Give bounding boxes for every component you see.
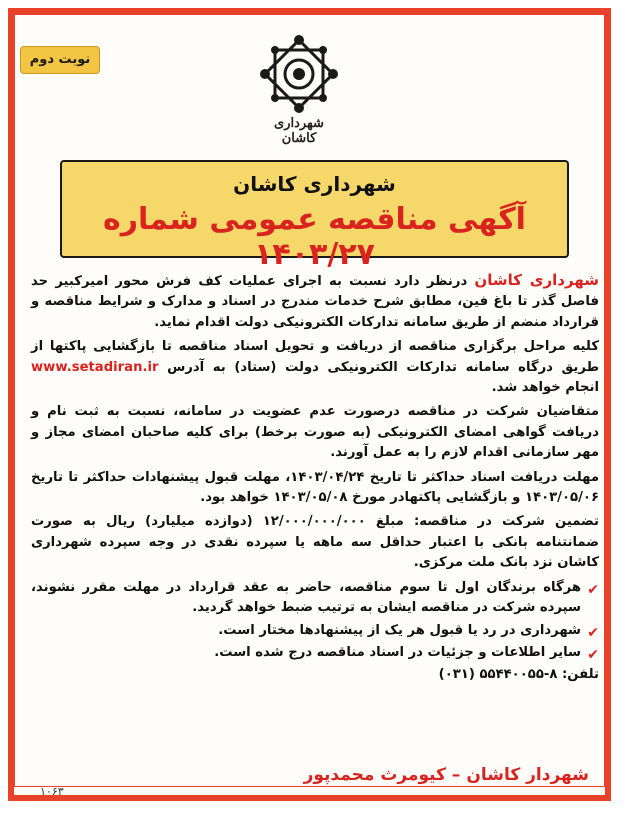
setad-link[interactable]: www.setadiran.ir xyxy=(31,359,159,375)
paragraph-guarantee: تضمین شرکت در مناقصه: مبلغ ۱۲/۰۰۰/۰۰۰/۰۰۰ (دوازده میلیارد) ریال به صورت ضمانتنامه بانکی با اعتبار حداقل سه ماهه یا سپرده نقدی در وجه سپرده شهرداری کاشان نزد بانک ملت مرکزی. xyxy=(31,514,600,571)
conditions-list xyxy=(31,578,599,664)
paragraph-intro: شهرداری کاشان درنظر دارد نسبت به اجرای عملیات کف فرش محور امیرکبیر حد فاصل گذر تا باغ فین، مطابق شرح خدمات مندرج در اسناد و مدارک و شرایط مناقصه و قرارداد منضم از طریق سامانه تدارکات الکترونیکی دولت اقدام نماید. xyxy=(31,271,599,330)
list-item: ✔ هرگاه برندگان اول تا سوم مناقصه، حاضر به عقد قرارداد در مهلت مقرر نشوند، سپرده شرکت در مناقصه ایشان به ترتیب ضبط خواهد گردید. xyxy=(31,579,599,616)
check-icon: ✔ xyxy=(587,581,599,598)
tender-title: آگهی مناقصه عمومی شماره ۱۴۰۳/۲۷ xyxy=(103,202,526,272)
logo-caption: شهرداری کاشان xyxy=(274,116,324,146)
list-item: ✔ سایر اطلاعات و جزئیات در اسناد مناقصه درج شده است. xyxy=(31,643,599,663)
ad-code: ۱۰۶۳ xyxy=(40,785,64,798)
kashan-municipality-logo-icon xyxy=(259,34,339,114)
paragraph-registration: متقاضیان شرکت در مناقصه درصورت عدم عضویت در سامانه، نسبت به ثبت نام و دریافت گواهی امضای الکترونیکی (به صورت برخط) برای کلیه صاحبان امضای مجاز و مهر سازمانی اقدام لازم را به عمل آورند. xyxy=(31,404,599,461)
title-box xyxy=(60,160,569,272)
title-subtitle: شهرداری کاشان xyxy=(233,172,396,196)
paragraph-deadlines: مهلت دریافت اسناد حداکثر تا تاریخ ۱۴۰۳/۰۴/۲۴، مهلت قبول پیشنهادات حداکثر تا تاریخ ۱۴۰۳/۰۵/۰۶ و بازگشایی پاکتهادر مورخ ۱۴۰۳/۰۵/۰۸ خواهد بود. xyxy=(31,469,599,506)
round-badge: نوبت دوم xyxy=(20,46,100,74)
ad-body xyxy=(31,270,599,686)
mayor-signature: شهردار کاشان – کیومرث محمدپور xyxy=(303,765,589,785)
check-icon: ✔ xyxy=(587,624,599,641)
check-icon: ✔ xyxy=(587,646,599,663)
paragraph-procedure: کلیه مراحل برگزاری مناقصه از دریافت و تحویل اسناد مناقصه تا بازگشایی پاکتها از طریق درگاه سامانه تدارکات الکترونیکی دولت (ستاد) به آدرس www.setadiran.ir انجام خواهد شد. xyxy=(31,339,599,396)
phone-number: تلفن: ۸-۵۵۴۴۰۰۵۵ (۰۳۱) xyxy=(438,667,599,683)
list-item: ✔ شهرداری در رد یا قبول هر یک از پیشنهادها مختار است. xyxy=(31,621,599,641)
